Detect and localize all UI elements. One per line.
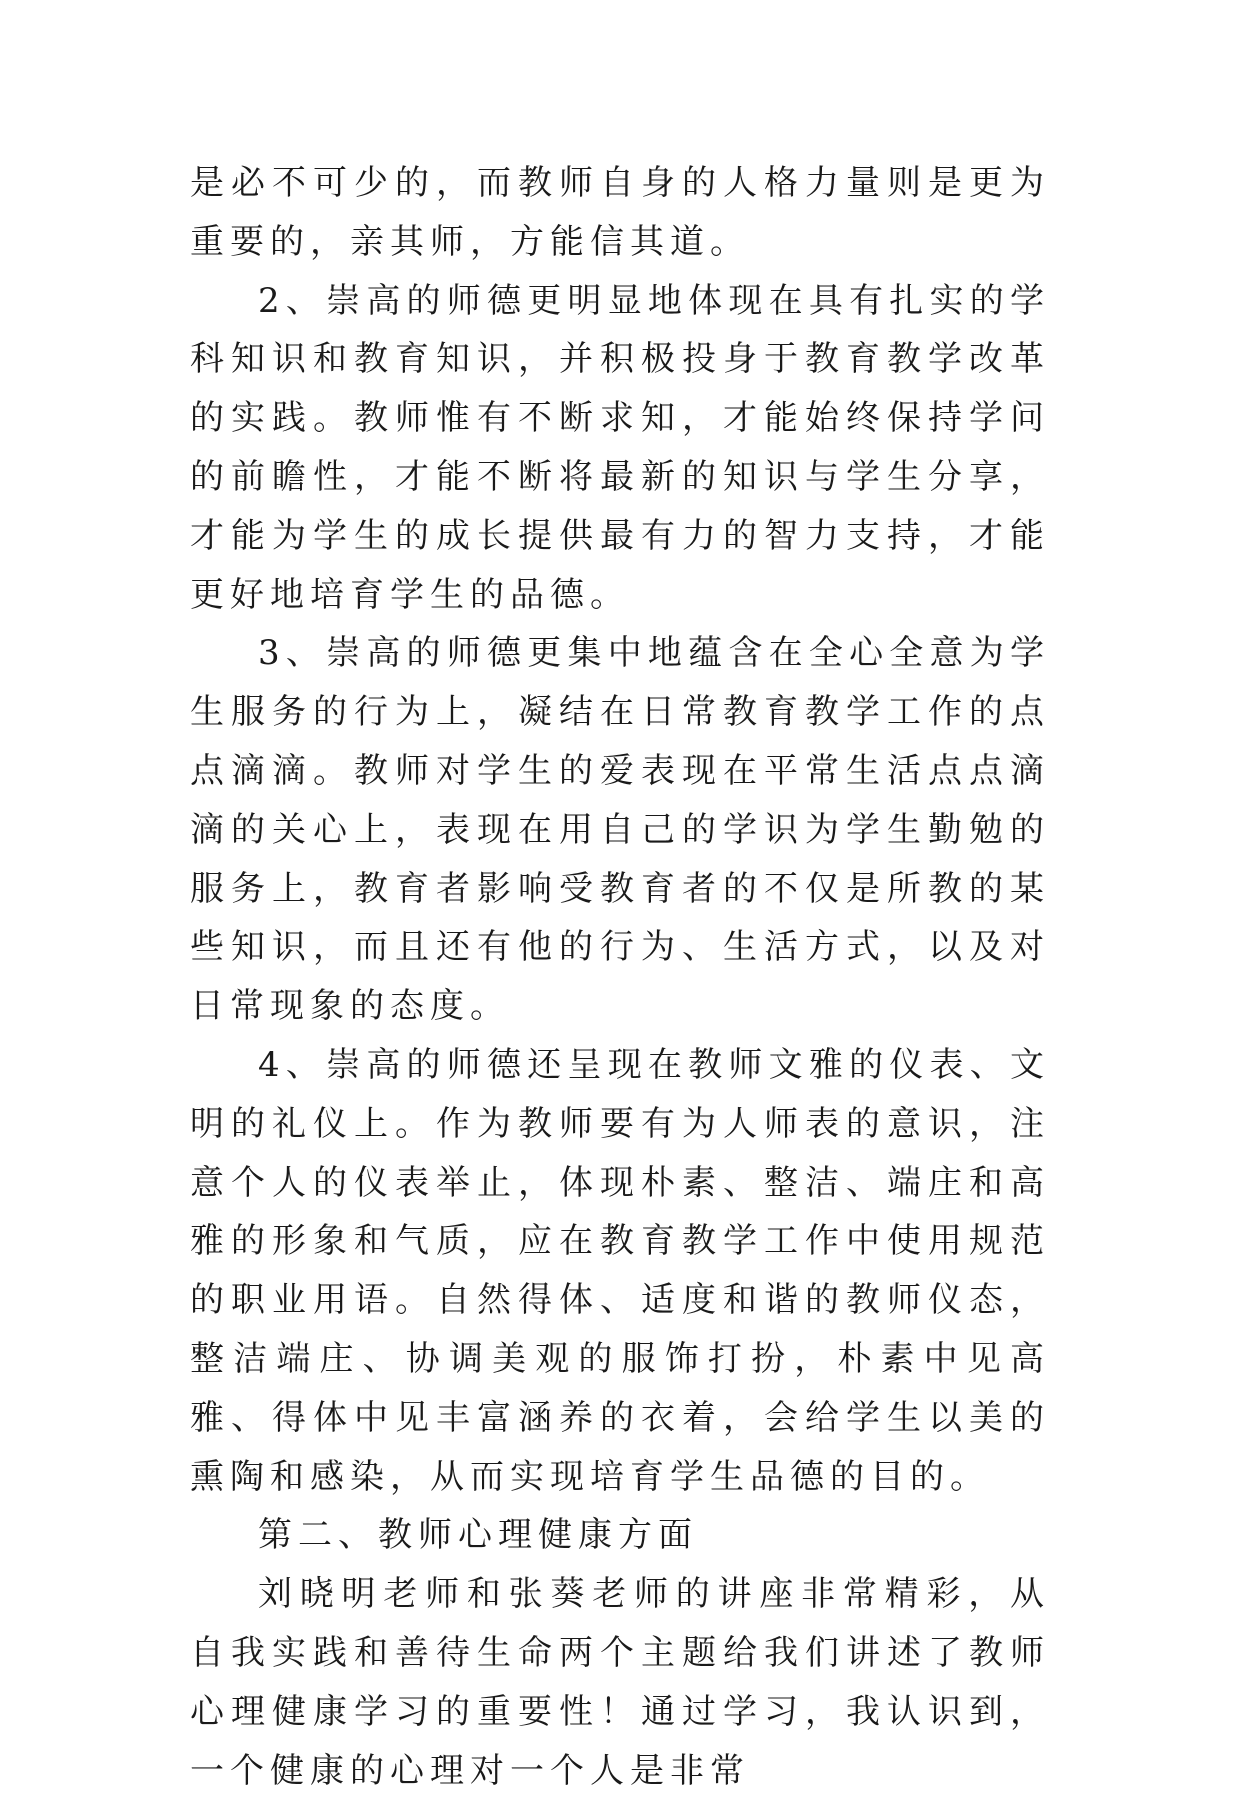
paragraph-point-3: 3、崇高的师德更集中地蕴含在全心全意为学生服务的行为上，凝结在日常教育教学工作的点点滴滴。教师对学生的爱表现在平常生活点点滴滴的关心上，表现在用自己的学识为学生勤勉的服务上，教育者影响受教育者的不仅是所教的某些知识，而且还有他的行为、生活方式，以及对日常现象的态度。 bbox=[190, 633, 1050, 1027]
paragraph-point-2: 2、崇高的师德更明显地体现在具有扎实的学科知识和教育知识，并积极投身于教育教学改革的实践。教师惟有不断求知，才能始终保持学问的前瞻性，才能不断将最新的知识与学生分享，才能为学生的成长提供最有力的智力支持，才能更好地培育学生的品德。 bbox=[190, 280, 1050, 615]
paragraph-lecture: 刘晓明老师和张葵老师的讲座非常精彩，从自我实践和善待生命两个主题给我们讲述了教师心理健康学习的重要性！通过学习，我认识到，一个健康的心理对一个人是非常 bbox=[190, 1574, 1050, 1791]
paragraph-point-4: 4、崇高的师德还呈现在教师文雅的仪表、文明的礼仪上。作为教师要有为人师表的意识，注意个人的仪表举止，体现朴素、整洁、端庄和高雅的形象和气质，应在教育教学工作中使用规范的职业用语。自然得体、适度和谐的教师仪态，整洁端庄、协调美观的服饰打扮，朴素中见高雅、得体中见丰富涵养的衣着，会给学生以美的熏陶和感染，从而实现培育学生品德的目的。 bbox=[190, 1044, 1050, 1497]
paragraph-continuation: 是必不可少的，而教师自身的人格力量则是更为重要的，亲其师，方能信其道。 bbox=[190, 163, 1050, 262]
section-heading: 第二、教师心理健康方面 bbox=[258, 1515, 698, 1556]
body-text bbox=[190, 154, 1050, 1800]
